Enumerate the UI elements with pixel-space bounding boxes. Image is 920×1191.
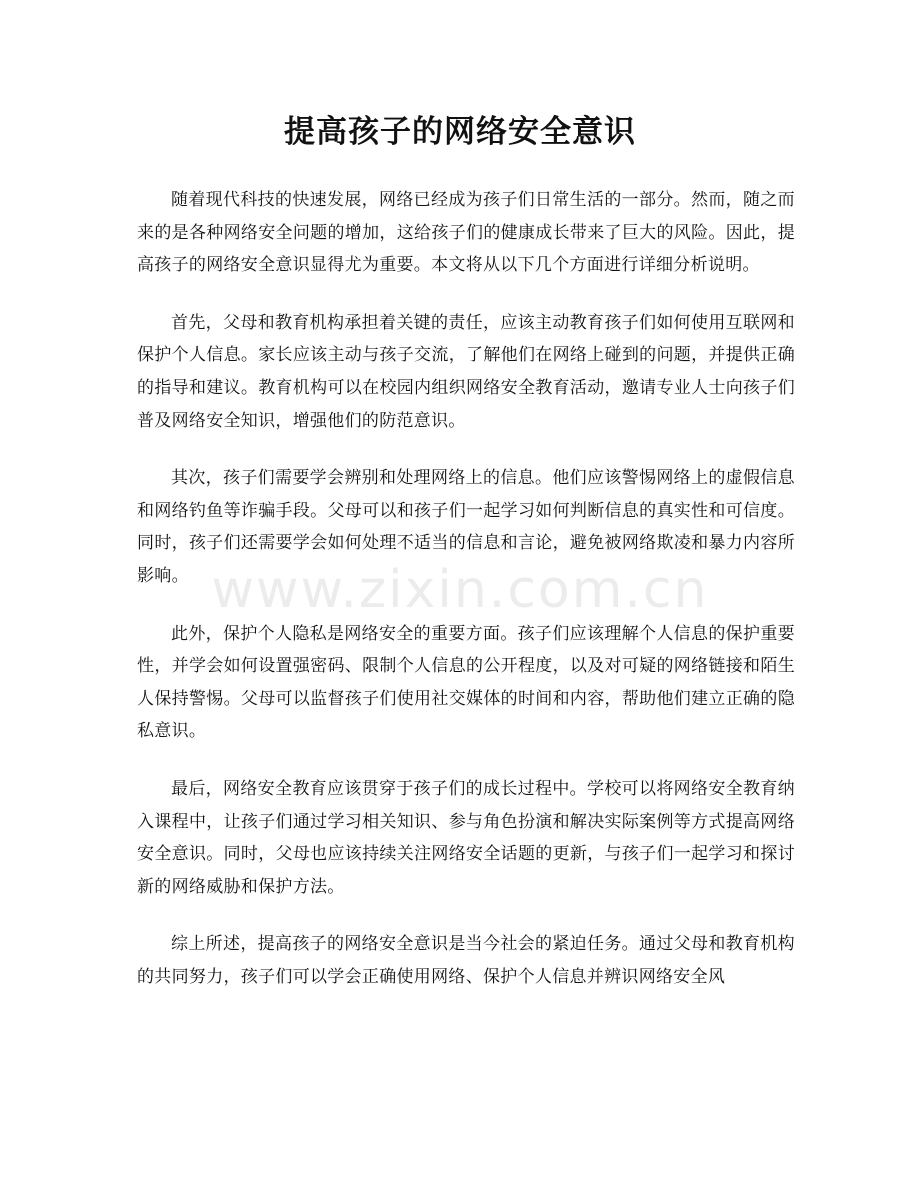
- paragraph-second: 其次，孩子们需要学会辨别和处理网络上的信息。他们应该警惕网络上的虚假信息和网络钓鱼等诈骗手段。父母可以和孩子们一起学习如何判断信息的真实性和可信度。同时，孩子们还需要学会如何处理不适当的信息和言论，避免被网络欺凌和暴力内容所影响。: [137, 468, 795, 586]
- paragraph-first: 首先，父母和教育机构承担着关键的责任，应该主动教育孩子们如何使用互联网和保护个人信息。家长应该主动与孩子交流，了解他们在网络上碰到的问题，并提供正确的指导和建议。教育机构可以在校园内组织网络安全教育活动，邀请专业人士向孩子们普及网络安全知识，增强他们的防范意识。: [137, 312, 795, 431]
- paragraph-last: 最后，网络安全教育应该贯穿于孩子们的成长过程中。学校可以将网络安全教育纳入课程中，让孩子们通过学习相关知识、参与角色扮演和解决实际案例等方式提高网络安全意识。同时，父母也应该持续关注网络安全话题的更新，与孩子们一起学习和探讨新的网络威胁和保护方法。: [137, 778, 795, 897]
- watermark: www.zixin.com.cn: [211, 560, 709, 620]
- paragraph-privacy: 此外，保护个人隐私是网络安全的重要方面。孩子们应该理解个人信息的保护重要性，并学会如何设置强密码、限制个人信息的公开程度，以及对可疑的网络链接和陌生人保持警惕。父母可以监督孩子们使用社交媒体的时间和内容，帮助他们建立正确的隐私意识。: [137, 623, 795, 742]
- paragraph-intro: 随着现代科技的快速发展，网络已经成为孩子们日常生活的一部分。然而，随之而来的是各种网络安全问题的增加，这给孩子们的健康成长带来了巨大的风险。因此，提高孩子的网络安全意识显得尤为重要。本文将从以下几个方面进行详细分析说明。: [137, 190, 795, 276]
- document-body: [137, 184, 795, 1018]
- document-title: 提高孩子的网络安全意识: [284, 114, 636, 150]
- paragraph-conclusion: 综上所述，提高孩子的网络安全意识是当今社会的紧迫任务。通过父母和教育机构的共同努力，孩子们可以学会正确使用网络、保护个人信息并辨识网络安全风: [137, 934, 795, 987]
